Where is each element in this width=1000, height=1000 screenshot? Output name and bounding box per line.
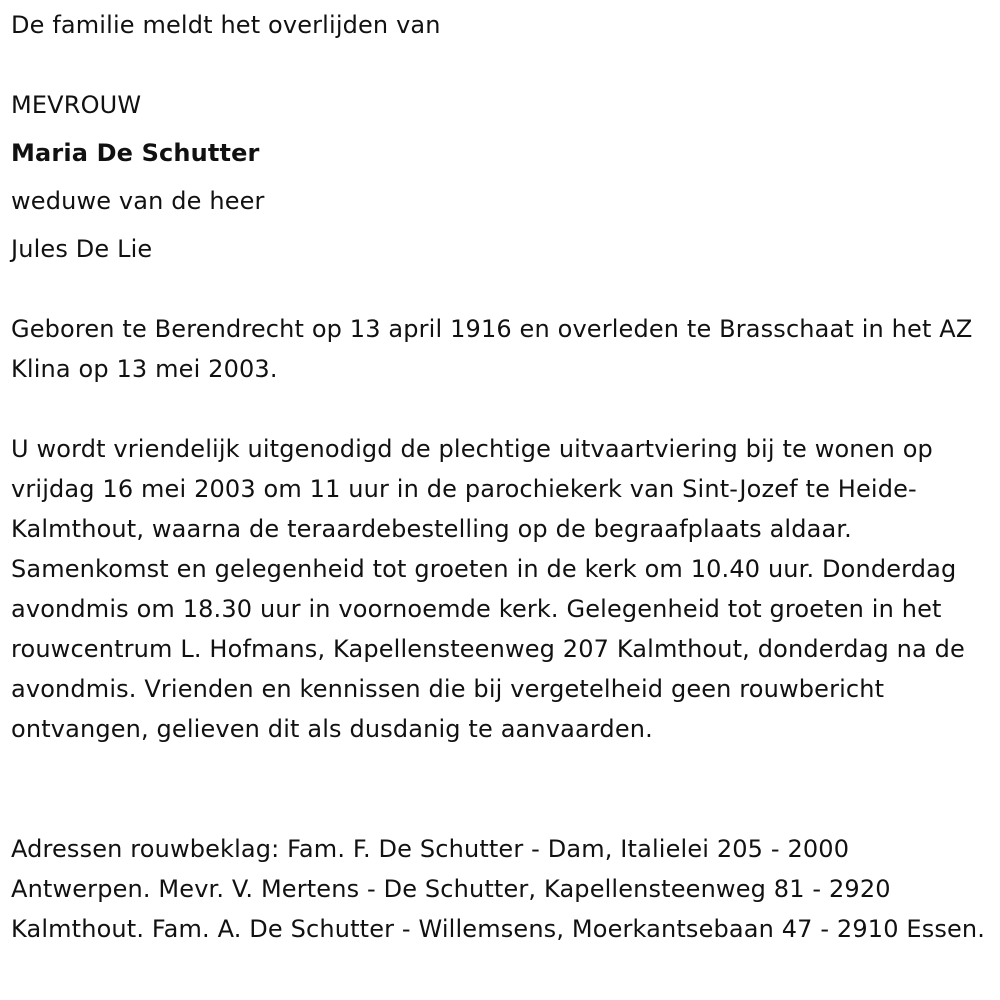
- ceremony-paragraph: U wordt vriendelijk uitgenodigd de plechtige uitvaartviering bij te wonen op vrijdag 16 mei 2003 om 11 uur in de parochiekerk van Sint-Jozef te Heide-Kalmthout, waarna de teraardebestelling op de begraafplaats aldaar. Samenkomst en gelegenheid tot groeten in de kerk om 10.40 uur. Donderdag avondmis om 18.30 uur in voornoemde kerk. Gelegenheid tot groeten in het rouwcentrum L. Hofmans, Kapellensteenweg 207 Kalmthout, donderdag na de avondmis. Vrienden en kennissen die bij vergetelheid geen rouwbericht ontvangen, gelieven dit als dusdanig te aanvaarden.: [11, 435, 965, 743]
- relation-text: weduwe van de heer: [11, 187, 265, 215]
- addresses-paragraph: Adressen rouwbeklag: Fam. F. De Schutter - Dam, Italielei 205 - 2000 Antwerpen. Mevr. V. Mertens - De Schutter, Kapellensteenweg 81 - 2920 Kalmthout. Fam. A. De Schutter - Willemsens, Moerkantsebaan 47 - 2910 Essen.: [11, 835, 986, 943]
- deceased-name: Maria De Schutter: [11, 139, 260, 167]
- spouse-name: Jules De Lie: [11, 235, 153, 263]
- honorific: MEVROUW: [11, 91, 142, 119]
- birth-death-paragraph: Geboren te Berendrecht op 13 april 1916 en overleden te Brasschaat in het AZ Klina op 13 mei 2003.: [11, 315, 973, 383]
- intro-text: De familie meldt het overlijden van: [11, 11, 441, 39]
